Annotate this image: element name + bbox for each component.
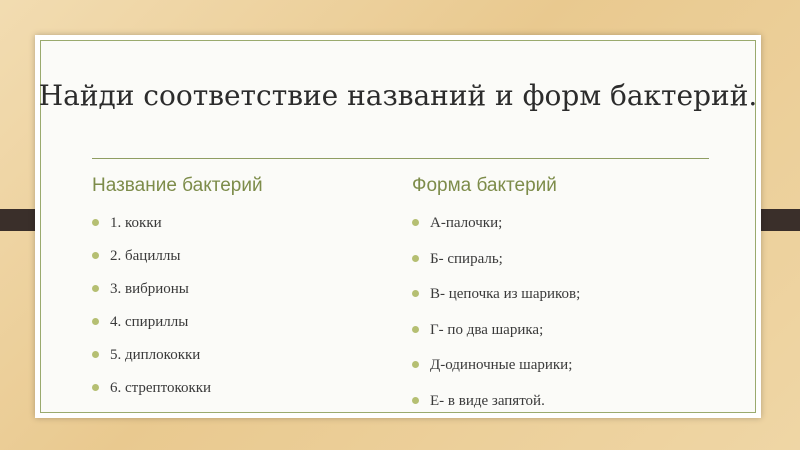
list-item-text: Д-одиночные шарики; <box>430 357 573 373</box>
bullet-icon <box>92 285 99 292</box>
list-item-text: Е- в виде запятой. <box>430 392 545 409</box>
bullet-icon <box>92 351 99 358</box>
bacteria-shapes-list <box>412 213 580 418</box>
slide-title: Найди соответствие названий и форм бактерий. <box>38 79 758 112</box>
left-column-heading: Название бактерий <box>92 175 263 196</box>
list-item-text: 3. вибрионы <box>110 281 189 297</box>
bullet-icon <box>412 255 419 262</box>
right-column-heading: Форма бактерий <box>412 175 557 196</box>
list-item-text: 6. стрептококки <box>110 380 212 396</box>
bullet-icon <box>412 397 419 404</box>
list-item-text: В- цепочка из шариков; <box>430 286 581 302</box>
bullet-icon <box>92 384 99 391</box>
list-item <box>412 249 580 269</box>
list-item-text: 5. диплококки <box>110 347 201 363</box>
bullet-icon <box>92 252 99 259</box>
bullet-icon <box>92 318 99 325</box>
bullet-icon <box>412 219 419 226</box>
list-item-text: Б- спираль; <box>430 250 503 267</box>
list-item <box>92 345 211 365</box>
list-item <box>412 355 580 375</box>
slide <box>35 35 761 418</box>
list-item-text: 2. бациллы <box>110 248 181 264</box>
list-item-text: А-палочки; <box>430 215 503 231</box>
list-item <box>92 279 211 299</box>
list-item-text: 1. кокки <box>110 215 162 231</box>
list-item <box>412 320 580 340</box>
bullet-icon <box>92 219 99 226</box>
list-item <box>92 312 211 332</box>
list-item <box>412 213 580 233</box>
bacteria-names-list <box>92 213 211 411</box>
list-item <box>412 284 580 304</box>
list-item <box>92 213 211 233</box>
bullet-icon <box>412 326 419 333</box>
list-item <box>92 246 211 266</box>
title-divider <box>92 158 709 159</box>
list-item-text: Г- по два шарика; <box>430 321 544 338</box>
list-item-text: 4. спириллы <box>110 314 189 330</box>
list-item <box>92 378 211 398</box>
bullet-icon <box>412 290 419 297</box>
bullet-icon <box>412 361 419 368</box>
list-item <box>412 391 580 411</box>
